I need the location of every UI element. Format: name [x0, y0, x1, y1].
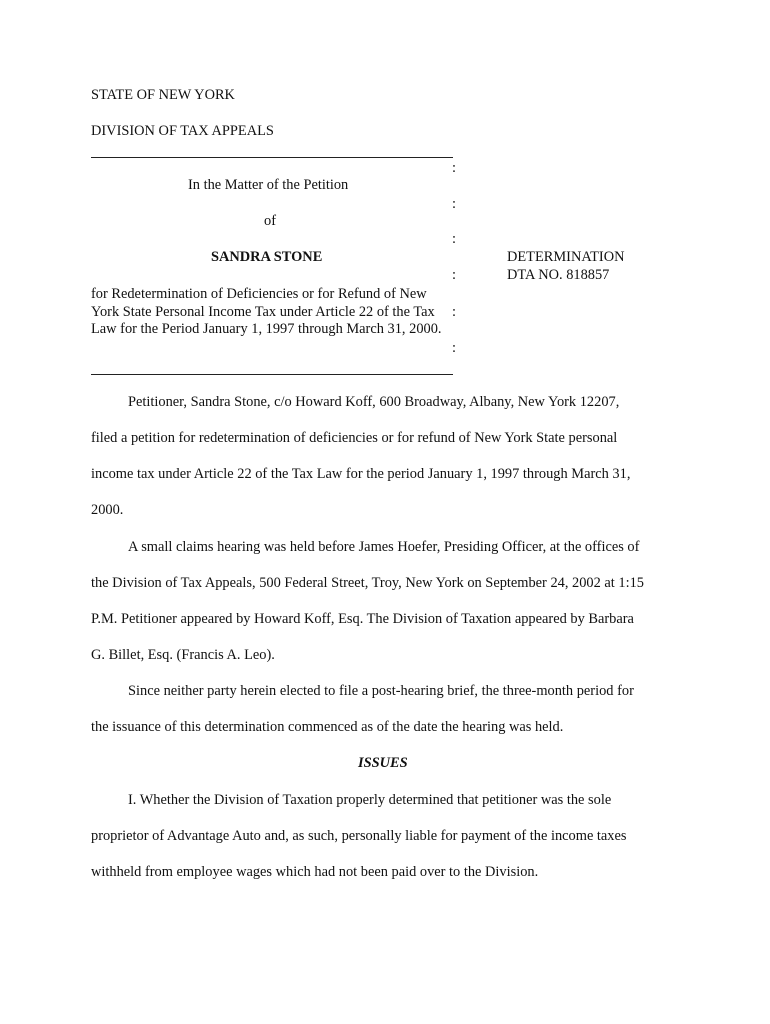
paragraph-line: proprietor of Advantage Auto and, as such, personally liable for payment of the income taxes [91, 828, 627, 844]
paragraph-line: withheld from employee wages which had not been paid over to the Division. [91, 864, 539, 880]
paragraph-line: A small claims hearing was held before James Hoefer, Presiding Officer, at the offices of [128, 539, 640, 555]
paragraph-line: the Division of Tax Appeals, 500 Federal Street, Troy, New York on September 24, 2002 at 1:15 [91, 575, 644, 591]
division-heading: DIVISION OF TAX APPEALS [91, 123, 274, 139]
paragraph-line: 2000. [91, 502, 124, 518]
determination-title: DETERMINATION [507, 249, 625, 265]
paragraph-line: G. Billet, Esq. (Francis A. Leo). [91, 647, 275, 663]
paragraph-line: P.M. Petitioner appeared by Howard Koff, Esq. The Division of Taxation appeared by Barbara [91, 611, 634, 627]
in-the-matter-text: In the Matter of the Petition [188, 177, 349, 193]
caption-bottom-rule [91, 374, 453, 375]
state-heading: STATE OF NEW YORK [91, 87, 235, 103]
caption-colon: : [452, 196, 456, 212]
caption-colon: : [452, 304, 456, 320]
of-text: of [264, 213, 276, 229]
paragraph-line: the issuance of this determination commenced as of the date the hearing was held. [91, 719, 564, 735]
caption-colon: : [452, 340, 456, 356]
caption-top-rule [91, 157, 453, 158]
caption-colon: : [452, 231, 456, 247]
caption-description: for Redetermination of Deficiencies or for Refund of New York State Personal Income Tax under Article 22 of the Tax Law for the Period January 1, 1997 through March 31, 2000. [91, 286, 442, 338]
caption-colon: : [452, 267, 456, 283]
paragraph-line: filed a petition for redetermination of deficiencies or for refund of New York State personal [91, 430, 618, 446]
caption-colon: : [452, 160, 456, 176]
petitioner-name: SANDRA STONE [211, 249, 323, 265]
paragraph-line: Petitioner, Sandra Stone, c/o Howard Koff, 600 Broadway, Albany, New York 12207, [128, 394, 620, 410]
paragraph-line: I. Whether the Division of Taxation properly determined that petitioner was the sole [128, 792, 612, 808]
paragraph-line: income tax under Article 22 of the Tax Law for the period January 1, 1997 through March 31, [91, 466, 631, 482]
issues-heading: ISSUES [358, 755, 408, 771]
dta-number: DTA NO. 818857 [507, 267, 610, 283]
paragraph-line: Since neither party herein elected to file a post-hearing brief, the three-month period for [128, 683, 634, 699]
